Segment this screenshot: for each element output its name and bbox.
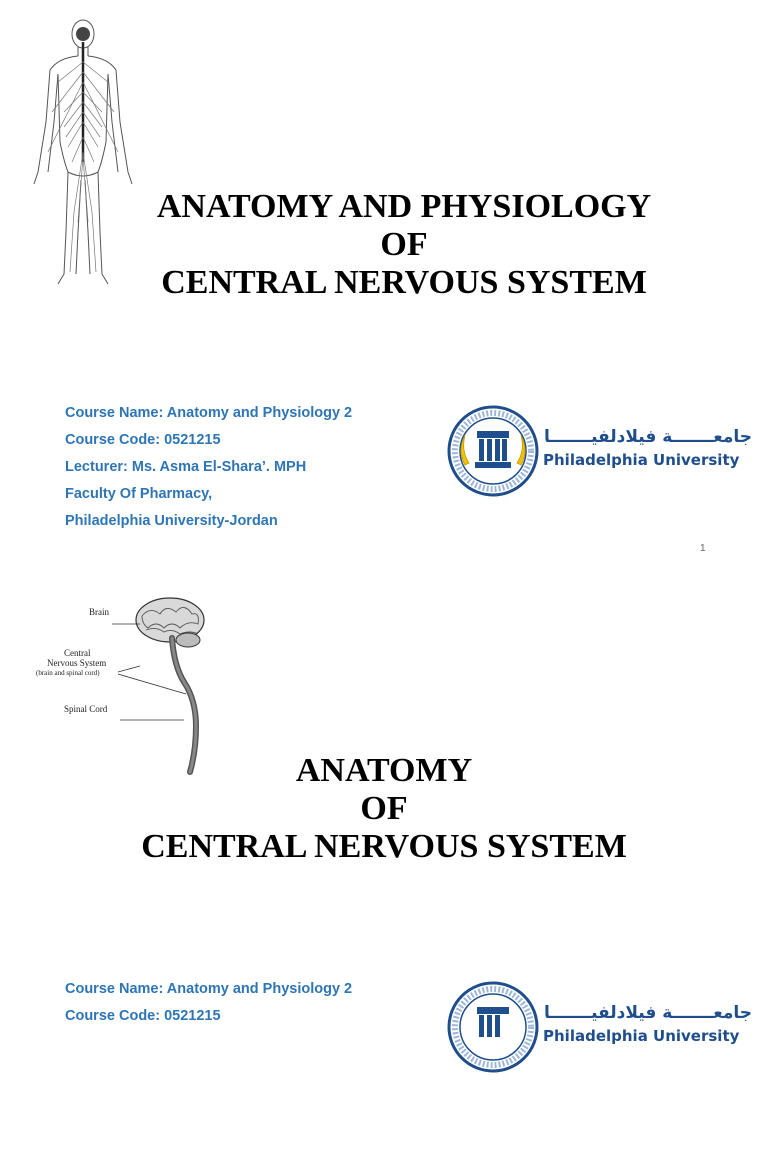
lecturer: Lecturer: Ms. Asma El-Shara’. MPH xyxy=(65,459,307,475)
title-line-3: CENTRAL NERVOUS SYSTEM xyxy=(141,828,627,865)
course-code: Course Code: 0521215 xyxy=(65,1008,221,1024)
label-central: Central xyxy=(64,648,91,658)
philadelphia-university-logo xyxy=(447,981,757,1071)
label-nervous-system: Nervous System xyxy=(47,658,107,668)
logo-english-text: Philadelphia University xyxy=(543,1027,740,1045)
course-name: Course Name: Anatomy and Physiology 2 xyxy=(65,405,353,421)
title-line-2: OF xyxy=(380,226,428,263)
philadelphia-university-logo xyxy=(447,405,757,495)
slide-2 xyxy=(0,576,768,1152)
label-spinal-cord: Spinal Cord xyxy=(64,704,108,714)
title-line-2: OF xyxy=(360,790,408,827)
university: Philadelphia University-Jordan xyxy=(65,513,278,529)
title-line-1: ANATOMY AND PHYSIOLOGY xyxy=(156,188,652,225)
course-code: Course Code: 0521215 xyxy=(65,432,221,448)
logo-english-text: Philadelphia University xyxy=(543,451,740,469)
logo-arabic-text: جامعـــــــة فيلادلفيـــــــا xyxy=(544,1003,752,1023)
title-line-3: CENTRAL NERVOUS SYSTEM xyxy=(161,264,647,301)
faculty: Faculty Of Pharmacy, xyxy=(65,486,213,502)
course-info xyxy=(65,976,352,1030)
university-seal-icon xyxy=(447,981,539,1073)
logo-arabic-text: جامعـــــــة فيلادلفيـــــــا xyxy=(544,427,752,447)
title-line-1: ANATOMY xyxy=(295,752,473,789)
course-name: Course Name: Anatomy and Physiology 2 xyxy=(65,981,353,997)
label-brain-and-spinal-cord: (brain and spinal cord) xyxy=(36,669,100,677)
brain-spinal-cord-diagram xyxy=(60,586,230,776)
university-seal-icon xyxy=(447,405,539,497)
page-number: 1 xyxy=(700,543,706,554)
slide-title xyxy=(0,752,768,866)
slide-title xyxy=(20,188,768,302)
course-info xyxy=(65,400,352,535)
label-brain: Brain xyxy=(89,607,109,617)
